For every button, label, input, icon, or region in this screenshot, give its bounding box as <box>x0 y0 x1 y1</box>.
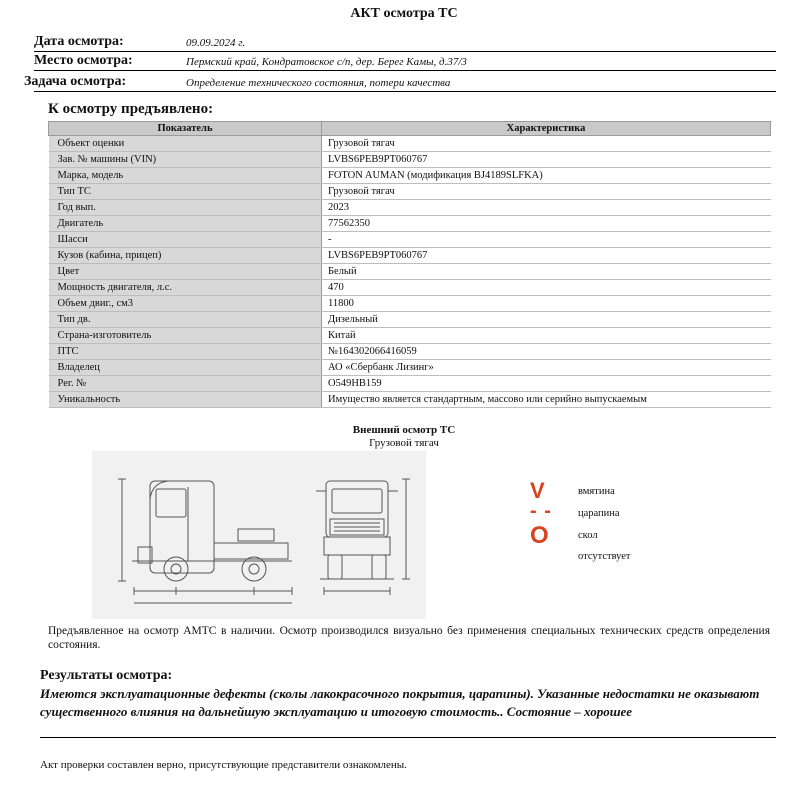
truck-side-view <box>118 479 292 603</box>
row-indicator: Год вып. <box>49 200 322 216</box>
row-characteristic: Грузовой тягач <box>322 136 771 152</box>
document-title: АКТ осмотра ТС <box>350 6 458 21</box>
row-characteristic: О549НВ159 <box>322 376 771 392</box>
table-row <box>49 200 771 216</box>
table-row <box>49 216 771 232</box>
footer-note: Акт проверки составлен верно, присутствующие представители ознакомлены. <box>40 759 407 771</box>
table-header-row <box>49 122 771 136</box>
row-characteristic: LVBS6PEB9PT060767 <box>322 248 771 264</box>
row-indicator: Шасси <box>49 232 322 248</box>
table-row <box>49 360 771 376</box>
row-indicator: Объект оценки <box>49 136 322 152</box>
legend-label-chip: скол <box>578 530 598 541</box>
truck-front-view <box>316 479 410 595</box>
table-row <box>49 232 771 248</box>
table-row <box>49 376 771 392</box>
chip-symbol: O <box>530 522 549 549</box>
row-characteristic: 470 <box>322 280 771 296</box>
row-characteristic: Дизельный <box>322 312 771 328</box>
row-characteristic: LVBS6PEB9PT060767 <box>322 152 771 168</box>
row-indicator: Марка, модель <box>49 168 322 184</box>
properties-table <box>48 121 771 408</box>
row-characteristic: Белый <box>322 264 771 280</box>
table-row <box>49 264 771 280</box>
table-row <box>49 248 771 264</box>
table-row <box>49 296 771 312</box>
inspection-title: Внешний осмотр ТС <box>352 424 456 436</box>
table-row <box>49 392 771 408</box>
row-characteristic: 11800 <box>322 296 771 312</box>
row-characteristic: 2023 <box>322 200 771 216</box>
table-row <box>49 168 771 184</box>
truck-drawing <box>92 451 426 619</box>
legend-label-scratch: царапина <box>578 508 620 519</box>
table-row <box>49 328 771 344</box>
column-header-indicator: Показатель <box>49 122 322 136</box>
header-label: Место осмотра: <box>34 53 133 68</box>
header-value: 09.09.2024 г. <box>186 37 246 49</box>
results-divider <box>40 737 776 738</box>
header-label: Задача осмотра: <box>24 74 127 89</box>
row-characteristic: №164302066416059 <box>322 344 771 360</box>
section-title: К осмотру предъявлено: <box>48 101 214 117</box>
row-indicator: Владелец <box>49 360 322 376</box>
table-row <box>49 184 771 200</box>
row-characteristic: Имущество является стандартным, массово или серийно выпускаемым <box>322 392 771 408</box>
results-title: Результаты осмотра: <box>40 668 173 683</box>
row-indicator: Двигатель <box>49 216 322 232</box>
legend-label-dent: вмятина <box>578 486 615 497</box>
row-characteristic: Грузовой тягач <box>322 184 771 200</box>
dent-symbol: V <box>530 478 545 503</box>
scratch-symbol: - - <box>530 500 552 522</box>
row-indicator: Объем двиг., см3 <box>49 296 322 312</box>
results-text: Имеются эксплуатационные дефекты (сколы лакокрасочного покрытия, царапины). Указанные недостатки не оказывают существенного влияния на дальнейшую эксплуатацию и итоговую стоимость.. Состояние – хорошее <box>40 686 760 719</box>
table-row <box>49 136 771 152</box>
row-characteristic: FOTON AUMAN (модификация BJ4189SLFKA) <box>322 168 771 184</box>
row-characteristic: - <box>322 232 771 248</box>
truck-diagram <box>92 451 426 619</box>
row-indicator: ПТС <box>49 344 322 360</box>
inspection-note: Предъявленное на осмотр АМТС в наличии. Осмотр производился визуально без применения специальных технических средств определения состояния. <box>48 625 770 651</box>
row-indicator: Цвет <box>49 264 322 280</box>
legend-label-missing: отсутствует <box>578 551 631 562</box>
header-row-place <box>34 51 776 71</box>
row-indicator: Рег. № <box>49 376 322 392</box>
row-characteristic: 77562350 <box>322 216 771 232</box>
table-row <box>49 280 771 296</box>
row-characteristic: Китай <box>322 328 771 344</box>
header-row-date <box>34 32 776 52</box>
column-header-characteristic: Характеристика <box>322 122 771 136</box>
table-row <box>49 152 771 168</box>
header-value: Пермский край, Кондратовское с/п, дер. Берег Камы, д.37/3 <box>186 56 467 68</box>
row-indicator: Зав. № машины (VIN) <box>49 152 322 168</box>
row-indicator: Уникальность <box>49 392 322 408</box>
header-label: Дата осмотра: <box>34 34 124 49</box>
row-characteristic: АО «Сбербанк Лизинг» <box>322 360 771 376</box>
table-row <box>49 312 771 328</box>
row-indicator: Тип ТС <box>49 184 322 200</box>
row-indicator: Страна-изготовитель <box>49 328 322 344</box>
row-indicator: Тип дв. <box>49 312 322 328</box>
table-row <box>49 344 771 360</box>
row-indicator: Кузов (кабина, прицеп) <box>49 248 322 264</box>
header-row-task <box>24 72 776 92</box>
row-indicator: Мощность двигателя, л.с. <box>49 280 322 296</box>
header-value: Определение технического состояния, потери качества <box>186 77 451 89</box>
inspection-subtitle: Грузовой тягач <box>369 437 439 449</box>
